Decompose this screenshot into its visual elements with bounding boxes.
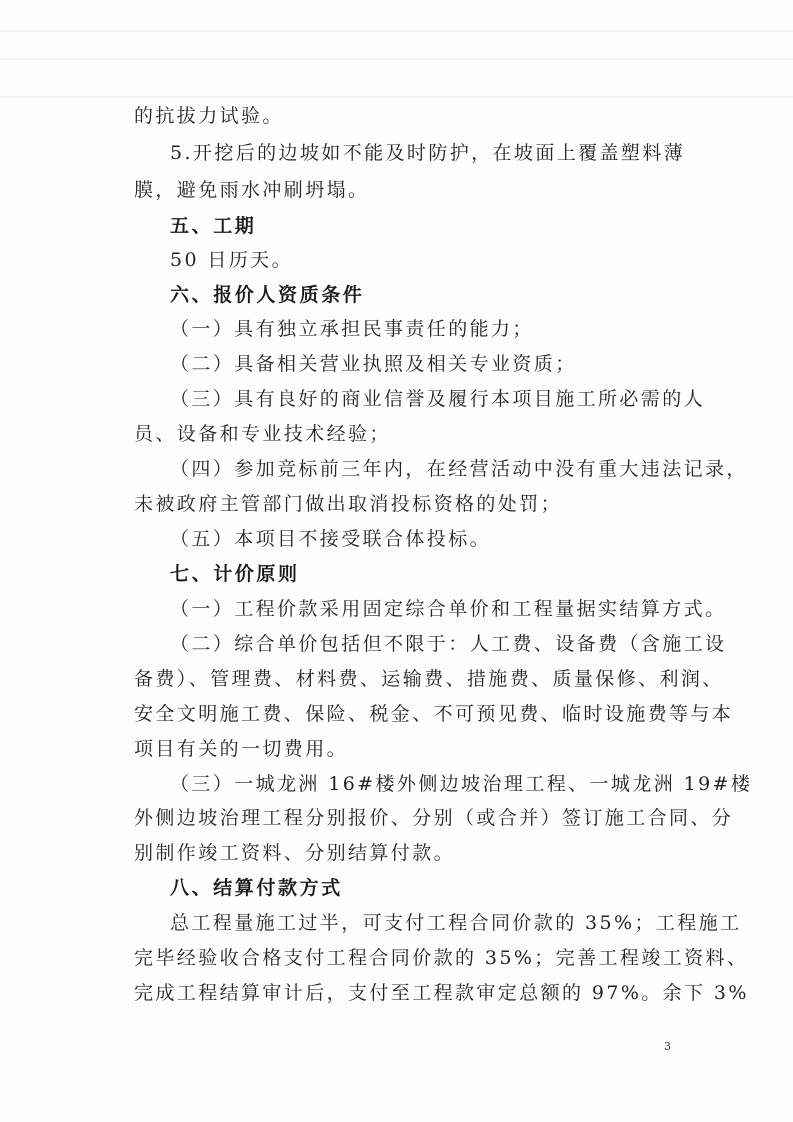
body-line: 未被政府主管部门做出取消投标资格的处罚； xyxy=(134,493,563,515)
body-line: 50 日历天。 xyxy=(170,249,294,271)
body-line: 膜，避免雨水冲刷坍塌。 xyxy=(134,179,370,201)
section-heading-qualifications: 六、报价人资质条件 xyxy=(170,284,365,306)
section-heading-payment: 八、结算付款方式 xyxy=(170,877,343,899)
section-heading-pricing: 七、计价原则 xyxy=(170,563,300,585)
body-line: （一）工程价款采用固定综合单价和工程量据实结算方式。 xyxy=(170,598,727,620)
section-heading-schedule: 五、工期 xyxy=(170,215,257,237)
body-line: 备费）、管理费、材料费、运输费、措施费、质量保修、利润、 xyxy=(134,668,724,690)
body-line: 完成工程结算审计后，支付至工程款审定总额的 97%。余下 3% xyxy=(134,982,749,1004)
body-line: 完毕经验收合格支付工程合同价款的 35%；完善工程竣工资料、 xyxy=(134,947,749,969)
body-line: 安全文明施工费、保险、税金、不可预见费、临时设施费等与本 xyxy=(134,703,734,725)
page-number: 3 xyxy=(664,1040,671,1053)
body-line: 别制作竣工资料、分别结算付款。 xyxy=(134,842,456,864)
body-line: 外侧边坡治理工程分别报价、分别（或合并）签订施工合同、分 xyxy=(134,807,734,829)
body-line: （二）综合单价包括但不限于：人工费、设备费（含施工设 xyxy=(170,633,727,655)
body-line: （三）具有良好的商业信誉及履行本项目施工所必需的人 xyxy=(170,388,706,410)
scan-artifact xyxy=(0,96,793,98)
body-line: 的抗拔力试验。 xyxy=(134,105,284,127)
body-line: 总工程量施工过半，可支付工程合同价款的 35%；工程施工 xyxy=(170,912,742,934)
scan-artifact xyxy=(0,30,793,32)
body-line: （五）本项目不接受联合体投标。 xyxy=(170,528,492,550)
body-line: （四）参加竞标前三年内，在经营活动中没有重大违法记录， xyxy=(170,458,748,480)
body-line: 项目有关的一切费用。 xyxy=(134,738,349,760)
scan-artifact xyxy=(0,58,793,60)
body-line: （一）具有独立承担民事责任的能力； xyxy=(170,318,534,340)
body-line: （三）一城龙洲 16#楼外侧边坡治理工程、一城龙洲 19#楼 xyxy=(170,773,753,795)
body-line: 5.开挖后的边坡如不能及时防护，在坡面上覆盖塑料薄 xyxy=(170,142,686,164)
body-line: 员、设备和专业技术经验； xyxy=(134,423,391,445)
body-line: （二）具备相关营业执照及相关专业资质； xyxy=(170,353,577,375)
